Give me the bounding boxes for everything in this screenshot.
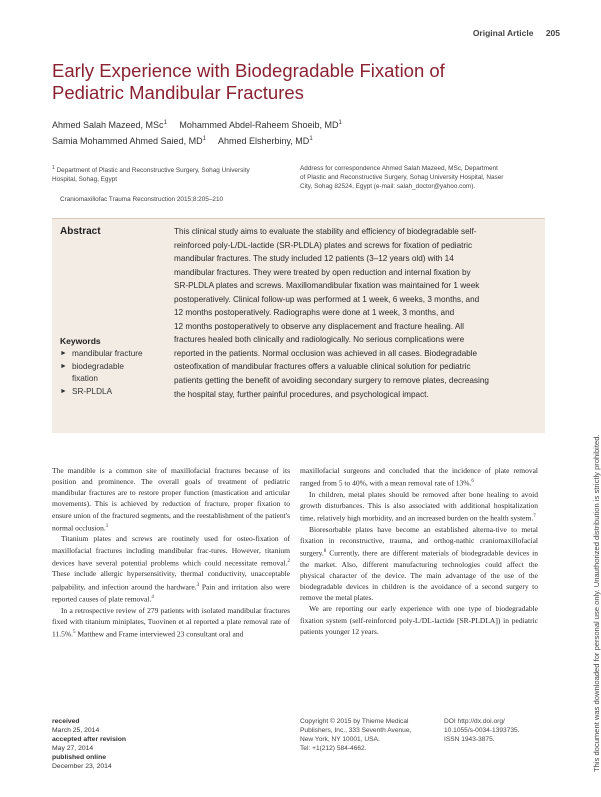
triangle-bullet-icon: ► bbox=[60, 362, 67, 370]
copyright-line: Tel: +1(212) 584-4662. bbox=[300, 745, 367, 752]
article-title bbox=[52, 60, 522, 104]
received-label: received bbox=[52, 718, 80, 725]
section-label: Original Article bbox=[472, 28, 534, 38]
correspondence-line: City, Sohag 82524, Egypt (e-mail: salah_doctor@yahoo.com). bbox=[300, 183, 476, 190]
author-list bbox=[52, 116, 522, 148]
keywords-heading: Keywords bbox=[60, 336, 101, 346]
title-line-2: Pediatric Mandibular Fractures bbox=[52, 82, 304, 103]
accepted-label: accepted after revision bbox=[52, 736, 127, 743]
abstract-line: reported in the patients. Normal occlusion was achieved in all cases. Biodegradable bbox=[174, 348, 478, 358]
author-name: Ahmed Elsherbiny, MD bbox=[217, 136, 310, 146]
page-number: 205 bbox=[545, 28, 560, 38]
article-history bbox=[52, 717, 126, 771]
abstract-line: 12 months postoperatively. Radiographs were done at 1 week, 3 months, and bbox=[174, 308, 455, 318]
triangle-bullet-icon: ► bbox=[60, 387, 67, 395]
author-name: Ahmed Salah Mazeed, MSc bbox=[52, 120, 164, 130]
affiliation-line-2: Hospital, Sohag, Egypt bbox=[52, 176, 118, 184]
body-column-right bbox=[300, 465, 538, 637]
triangle-bullet-icon: ► bbox=[60, 350, 67, 357]
download-watermark bbox=[582, 60, 601, 775]
abstract-line: This clinical study aims to evaluate the stability and efficiency of biodegradable self- bbox=[174, 227, 477, 236]
author-sup: 1 bbox=[309, 136, 313, 142]
journal-reference: Craniomaxillofac Trauma Reconstruction 2015;8:205–210 bbox=[60, 196, 224, 203]
copyright-line: New York, NY 10001, USA. bbox=[300, 736, 380, 743]
affiliation-line-1: Department of Plastic and Reconstructive Surgery, Sohag University bbox=[56, 167, 250, 175]
abstract-line: patients getting the benefit of avoiding secondary surgery to remove plates, decreasing bbox=[174, 376, 489, 386]
abstract-text bbox=[174, 225, 538, 401]
body-column-left bbox=[52, 465, 290, 640]
keyword-text: SR-PLDLA bbox=[72, 386, 113, 396]
abstract-line: mandibular fractures. The study included 12 patients (3–12 years old) with 14 bbox=[174, 254, 454, 264]
running-header bbox=[473, 28, 560, 38]
body-paragraph: In children, metal plates should be removed after bone healing to avoid growth disturbances. This is also associated with additional hospitalization time, relatively high morbidity, and an increased burden on the health system.$^7$ bbox=[300, 489, 538, 523]
body-paragraph: In a retrospective review of 279 patients with isolated mandibular fractures fixed with titanium miniplates, Tuovinen et al reported a plate removal rate of 11.5%.$^5$ Matthew and Frame interviewed 23 consultant oral and bbox=[52, 605, 290, 639]
abstract-line: SR-PLDLA plates and screws. Maxillomandibular fixation was maintained for 1 week bbox=[174, 281, 480, 291]
author-sup: 1 bbox=[202, 136, 206, 142]
author-sup: 1 bbox=[163, 120, 167, 126]
keyword-item bbox=[60, 386, 170, 399]
abstract-line: mandibular fractures. They were treated by open reduction and internal fixation by bbox=[174, 267, 471, 277]
body-paragraph: The mandible is a common site of maxillofacial fractures because of its position and prominence. The overall goals of treatment of pediatric mandibular fractures are to restore proper function (mastication and articular movements). This is achieved by reduction of fracture, proper fixation to ensure union of the fractured segments, and the reestablishment of the patient's normal occlusion.$^1$ bbox=[52, 466, 290, 533]
copyright-line: Publishers, Inc., 333 Seventh Avenue, bbox=[300, 727, 412, 734]
doi-line[interactable]: 10.1055/s-0034-1393735. bbox=[444, 727, 520, 734]
body-paragraph: Bioresorbable plates have become an established alterna-tive to metal fixation in reconstructive, trauma, and orthog-nathic craniomaxillofacial surgery.$^8$ Currently, there are different materials of biodegradable devices in the market. Also, different manufacturing technologies could affect the physical character of the device. The main advantage of the use of the biodegradable devices in children is the avoidance of a second surgery to remove the metal plates. bbox=[300, 524, 538, 603]
correspondence-line: Address for correspondence Ahmed Salah Mazeed, MSc, Department bbox=[300, 165, 498, 172]
author-name: Mohammed Abdel-Raheem Shoeib, MD bbox=[179, 120, 339, 130]
keyword-item bbox=[60, 348, 170, 361]
affiliation bbox=[52, 164, 277, 184]
title-line-1: Early Experience with Biodegradable Fixation of bbox=[52, 60, 445, 81]
body-paragraph: maxillofacial surgeons and concluded that the incidence of plate removal ranged from 5 to 40%, with a mean removal rate of 13%.$^6$ bbox=[300, 466, 538, 488]
received-date: March 25, 2014 bbox=[52, 727, 100, 734]
keywords-list bbox=[60, 348, 170, 398]
abstract-line: reinforced poly-L/DL-lactide (SR-PLDLA) plates and screws for fixation of pediatric bbox=[174, 240, 473, 250]
abstract-line: the hospital stay, further painful procedures, and psychological impact. bbox=[174, 389, 429, 399]
author-name: Samia Mohammed Ahmed Saied, MD bbox=[52, 136, 203, 146]
copyright-notice bbox=[300, 717, 435, 753]
abstract-line: osteofixation of mandibular fractures offers a valuable clinical solution for pediatric bbox=[174, 362, 471, 372]
issn-line: ISSN 1943-3875. bbox=[444, 736, 495, 743]
correspondence bbox=[300, 164, 540, 191]
correspondence-line: of Plastic and Reconstructive Surgery, Sohag University Hospital, Naser bbox=[300, 174, 504, 181]
keyword-text: biodegradable fixation bbox=[72, 361, 124, 384]
copyright-line: Copyright © 2015 by Thieme Medical bbox=[300, 718, 409, 725]
doi-line[interactable]: DOI http://dx.doi.org/ bbox=[444, 718, 505, 725]
accepted-date: May 27, 2014 bbox=[52, 745, 94, 752]
published-label: published online bbox=[52, 754, 106, 761]
keyword-item bbox=[60, 361, 170, 386]
abstract-line: fractures healed both clinically and radiologically. No serious complications were bbox=[174, 335, 465, 345]
abstract-line: postoperatively. Clinical follow-up was performed at 1 week, 6 weeks, 3 months, and bbox=[174, 294, 480, 304]
published-date: December 23, 2014 bbox=[52, 763, 112, 770]
doi-issn bbox=[444, 717, 554, 744]
keyword-text: mandibular fracture bbox=[72, 349, 143, 358]
watermark-text: This document was downloaded for personal use only. Unauthorized distribution is strictly prohibited. bbox=[592, 434, 601, 772]
body-paragraph: Titanium plates and screws are routinely used for osteo-fixation of maxillofacial fractures including mandibular frac-tures. However, titanium devices have several potential problems which could necessitate removal.$^2$ These include allergic hypersensitivity, thermal conductivity, unacceptable palpability, and infection around the hardware.$^3$ Pain and irritation also were reported causes of plate removal.$^4$ bbox=[52, 534, 290, 604]
abstract-line: 12 months postoperatively to observe any displacement and fracture healing. All bbox=[174, 321, 464, 331]
abstract-heading: Abstract bbox=[60, 226, 101, 237]
author-sup: 1 bbox=[338, 120, 342, 126]
body-paragraph: We are reporting our early experience with one type of biodegradable fixation system (self-reinforced poly-L/DL-lactide [SR-PLDLA]) in pediatric patients younger 12 years. bbox=[300, 604, 538, 636]
affiliation-sup: 1 bbox=[52, 165, 55, 171]
